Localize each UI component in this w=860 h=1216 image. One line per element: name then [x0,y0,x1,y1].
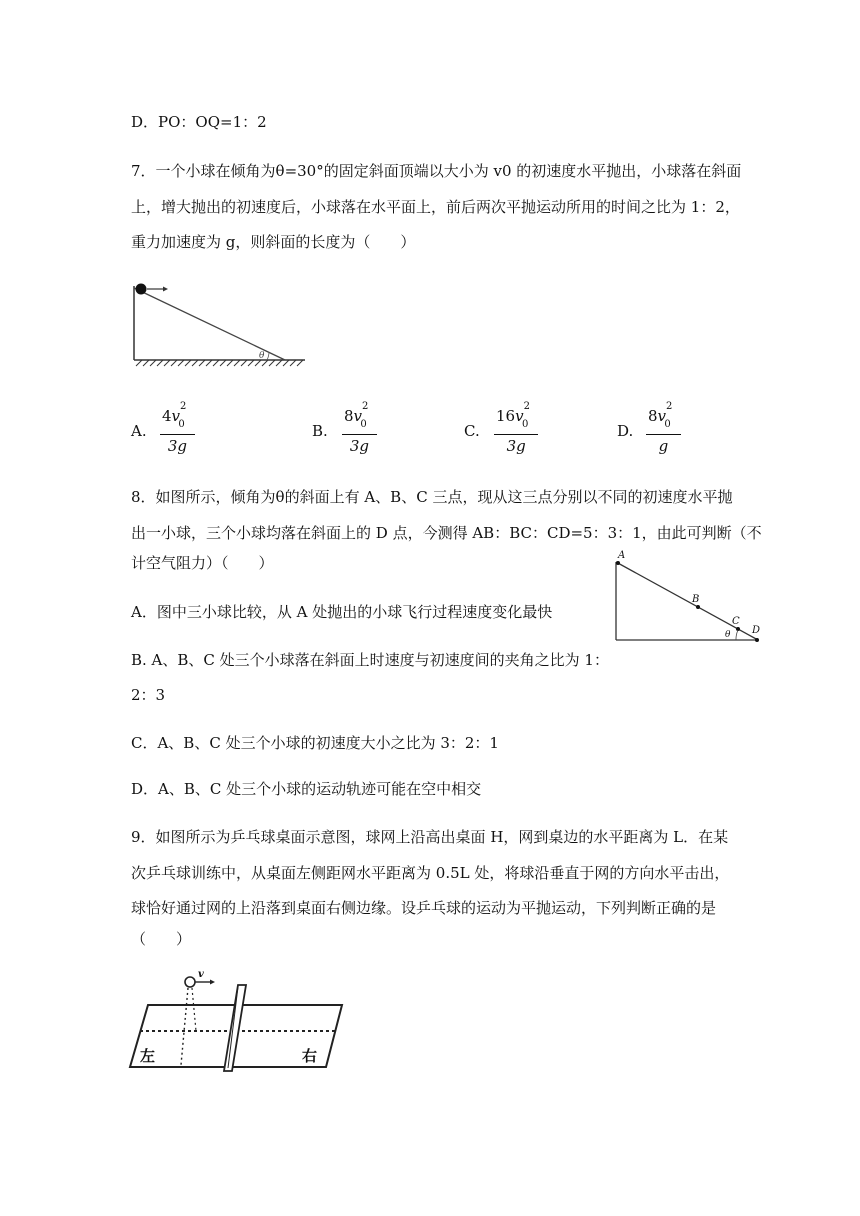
q7-text-line2: 上，增大抛出的初速度后，小球落在水平面上，前后两次平抛运动所用的时间之比为 1：2， [131,198,740,216]
q9-left-label: 左 [140,1047,156,1065]
q8-point-c-label: C [732,616,740,627]
q7-fraction-coefficient: 8 [344,407,354,425]
q7-fraction-subscript: 0 [521,419,529,430]
q9-text-line4: （ ） [131,930,192,948]
q8-point-d-label: D [752,625,761,636]
q7-option-d-label: D. [617,422,634,440]
q8-option-d: D．A、B、C 处三个小球的运动轨迹可能在空中相交 [131,780,482,798]
q7-ball [136,284,147,295]
q7-fraction-coefficient: 16 [496,407,516,425]
q7-option-d-fraction [646,402,681,457]
q7-fraction-variable: v [515,407,524,425]
q7-fraction-coefficient: 8 [648,407,658,425]
q7-option-c-fraction [494,402,538,457]
q8-point-b-label: B [692,594,700,605]
q7-fraction-variable: v [353,407,363,425]
q7-option-c-label: C. [464,422,480,440]
q7-angle-label: θ [259,351,265,361]
q9-text-line1: 9．如图所示为乒乓球桌面示意图，球网上沿高出桌面 H，网到桌边的水平距离为 L．在某 [131,828,729,846]
q7-option-b-fraction [342,402,377,457]
q9-table-figure [126,965,356,1075]
q8-option-b-line1: B. A、B、C 处三个小球落在斜面上时速度与初速度间的夹角之比为 1： [131,651,609,669]
q8-option-b-line2: 2：3 [131,686,166,704]
q8-point-a-label: A [618,550,626,561]
q7-fraction-denominator: g [658,437,669,455]
q7-fraction-denominator: 3g [349,437,369,455]
q9-ball [185,977,195,987]
q7-fraction-denominator: 3g [167,437,187,455]
q7-fraction-exponent: 2 [362,401,369,412]
q7-fraction-variable: v [657,407,667,425]
q8-text-line1: 8．如图所示，倾角为θ的斜面上有 A、B、C 三点，现从这三点分别以不同的初速度水平抛 [131,488,733,506]
q8-option-a: A．图中三小球比较，从 A 处抛出的小球飞行过程速度变化最快 [131,603,553,621]
q7-fraction-exponent: 2 [666,401,673,412]
q7-fraction-exponent: 2 [180,401,187,412]
q7-text-line1: 7．一个小球在倾角为θ=30°的固定斜面顶端以大小为 v0 的初速度水平抛出，小球落在斜面 [131,162,742,180]
q8-theta-label: θ [725,630,731,640]
q8-incline-figure [608,548,788,648]
q9-text-line2: 次乒乓球训练中，从桌面左侧距网水平距离为 0.5L 处，将球沿垂直于网的方向水平击出， [131,864,730,882]
q9-right-label: 右 [302,1047,318,1065]
q7-option-a-fraction [160,402,195,457]
q9-text-line3: 球恰好通过网的上沿落到桌面右侧边缘。设乒乓球的运动为平抛运动，下列判断正确的是 [131,899,717,917]
q7-fraction-subscript: 0 [178,419,185,430]
q7-fraction-coefficient: 4 [162,407,172,425]
q7-fraction-subscript: 0 [664,419,671,430]
q7-text-line3: 重力加速度为 g，则斜面的长度为（ ） [131,233,416,251]
q7-option-b-label: B. [312,422,328,440]
q7-fraction-denominator: 3g [506,437,526,455]
q7-incline-figure [130,280,310,370]
q9-velocity-label: v [198,969,204,980]
q7-fraction-subscript: 0 [360,419,367,430]
q7-option-a-label: A. [131,422,147,440]
q7-fraction-variable: v [171,407,181,425]
q7-fraction-exponent: 2 [523,401,530,412]
q8-option-c: C．A、B、C 处三个小球的初速度大小之比为 3：2：1 [131,734,499,752]
q8-text-line3: 计空气阻力）（ ） [131,554,274,572]
q8-text-line2: 出一小球，三个小球均落在斜面上的 D 点，今测得 AB：BC：CD=5：3：1，由此可判断（不 [131,524,762,542]
q6-option-d: D．PO：OQ=1：2 [131,113,267,131]
